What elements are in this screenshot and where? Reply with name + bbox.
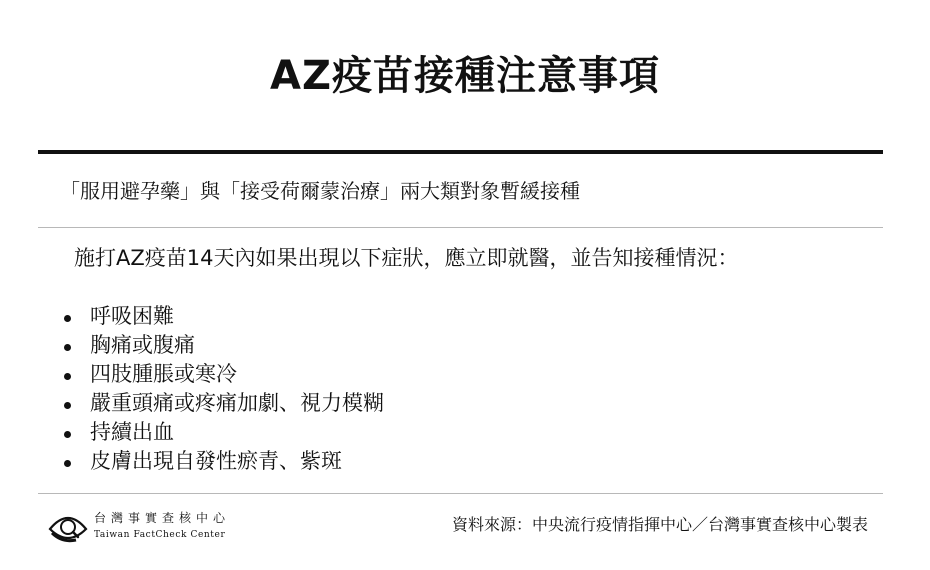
symptom-text: 持續出血	[90, 420, 174, 444]
bullet-icon	[64, 373, 71, 380]
symptom-text: 胸痛或腹痛	[90, 333, 195, 357]
deferral-notice: 「服用避孕藥」與「接受荷爾蒙治療」兩大類對象暫緩接種	[60, 179, 580, 203]
symptom-text: 呼吸困難	[90, 304, 174, 328]
bullet-icon	[64, 431, 71, 438]
bullet-icon	[64, 344, 71, 351]
list-item	[64, 360, 384, 389]
list-item	[64, 418, 384, 447]
eye-magnifier-icon	[48, 509, 88, 545]
logo-subtitle: Taiwan FactCheck Center	[94, 530, 226, 540]
list-item	[64, 389, 384, 418]
section-divider	[38, 227, 883, 228]
bullet-icon	[64, 315, 71, 322]
list-item	[64, 302, 384, 331]
list-item	[64, 447, 384, 476]
logo-name: 台灣事實查核中心	[94, 511, 231, 525]
page-title: AZ疫苗接種注意事項	[270, 53, 660, 99]
symptom-text: 嚴重頭痛或疼痛加劇、視力模糊	[90, 391, 384, 415]
list-item	[64, 331, 384, 360]
symptom-list	[64, 302, 384, 476]
source-credit: 資料來源：中央流行疫情指揮中心／台灣事實查核中心製表	[451, 515, 868, 534]
symptom-intro: 施打AZ疫苗14天內如果出現以下症狀，應立即就醫，並告知接種情況：	[74, 246, 739, 270]
bullet-icon	[64, 402, 71, 409]
bullet-icon	[64, 460, 71, 467]
title-divider	[38, 150, 883, 154]
footer-divider	[38, 493, 883, 494]
tfc-logo	[48, 507, 248, 547]
symptom-text: 四肢腫脹或寒冷	[90, 362, 237, 386]
symptom-text: 皮膚出現自發性瘀青、紫斑	[90, 449, 342, 473]
